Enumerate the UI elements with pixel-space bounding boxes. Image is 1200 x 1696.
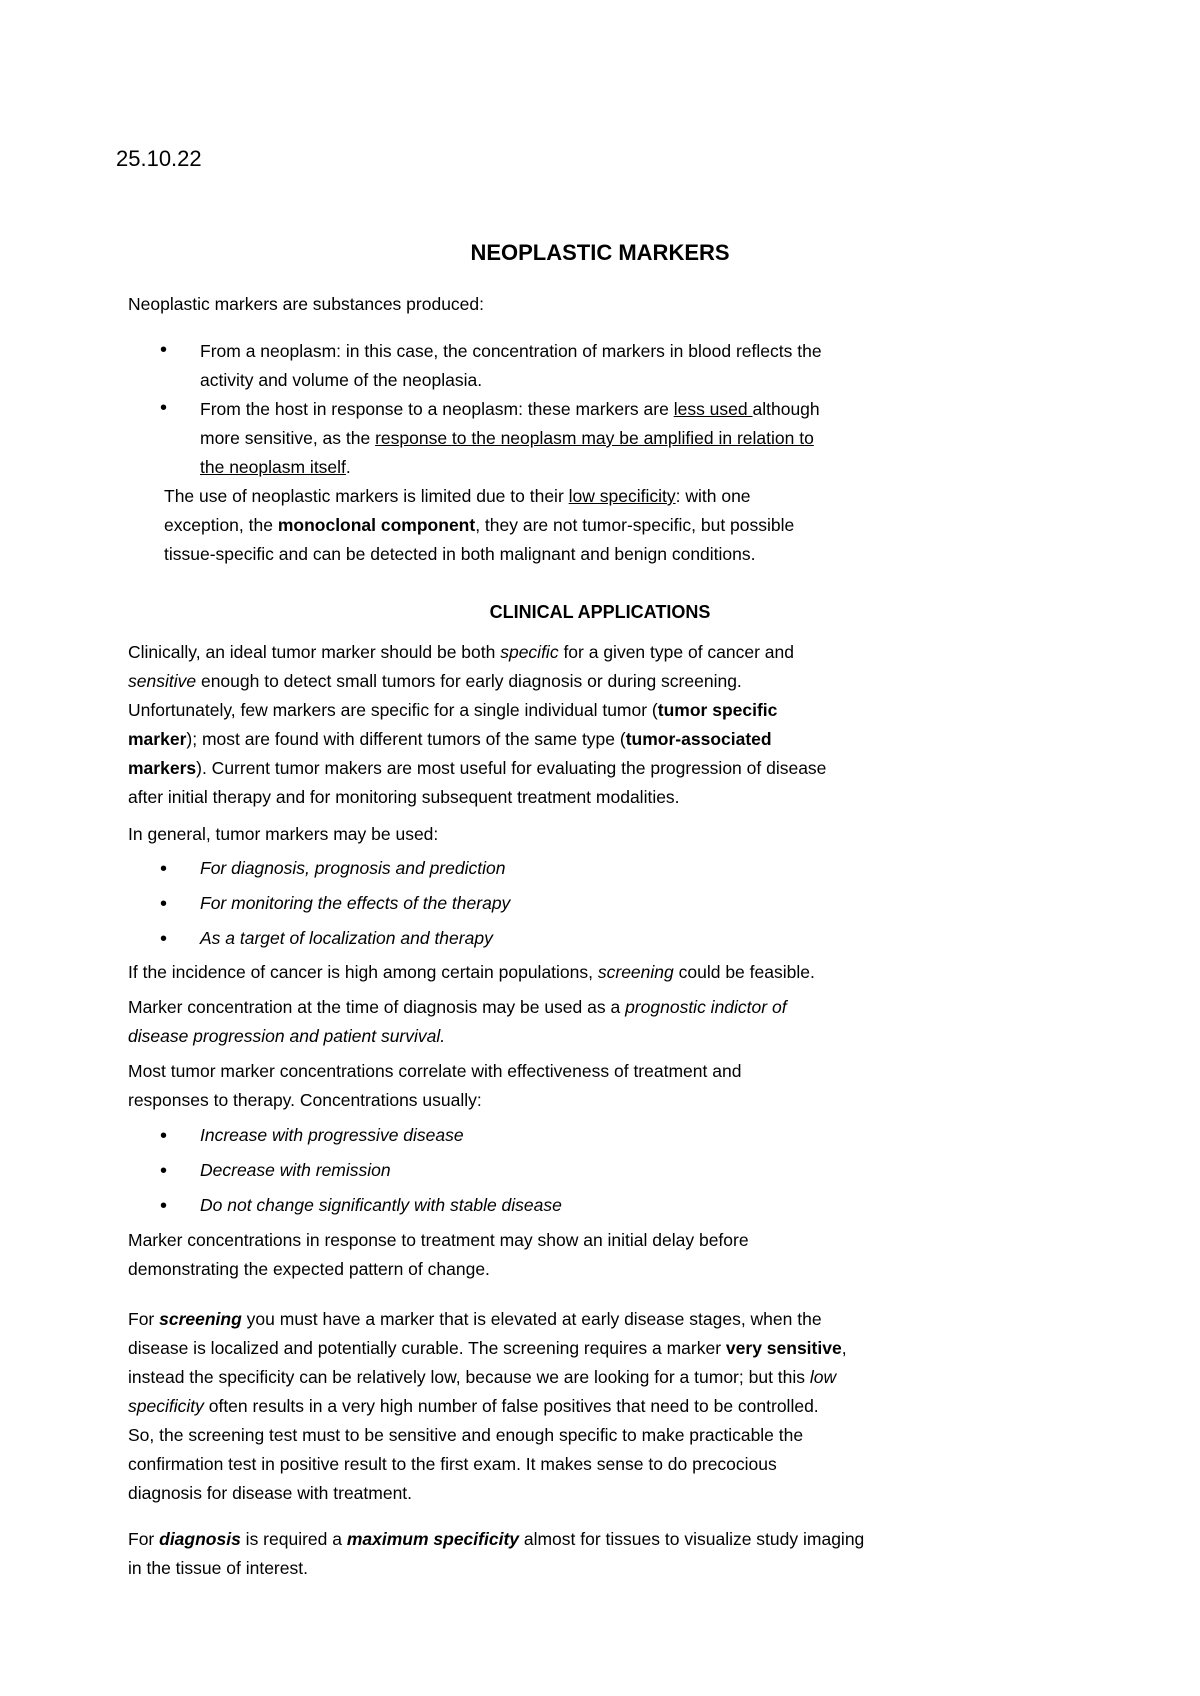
bullet-dot: • [160, 339, 168, 361]
concentration-item: Increase with progressive disease [200, 1125, 464, 1145]
bullet-dot: • [160, 928, 168, 950]
document-date: 25.10.22 [116, 146, 202, 171]
text-line: Marker concentrations in response to treatment may show an initial delay before [128, 1230, 749, 1250]
text-line: Unfortunately, few markers are specific for a single individual tumor (tumor specific [128, 700, 778, 720]
text-line: Clinically, an ideal tumor marker should be both specific for a given type of cancer and [128, 642, 794, 662]
for-diagnosis-paragraph [128, 1525, 864, 1583]
text-line: disease progression and patient survival. [128, 1026, 446, 1046]
text-line: responses to therapy. Concentrations usually: [128, 1090, 482, 1110]
text-line: For diagnosis is required a maximum specificity almost for tissues to visualize study imaging [128, 1529, 865, 1549]
use-item: As a target of localization and therapy [200, 928, 493, 948]
prognosis-paragraph [128, 993, 787, 1051]
bullet-dot: • [160, 1195, 168, 1217]
text-line: exception, the monoclonal component, they are not tumor-specific, but possible [164, 515, 795, 535]
text-line: the neoplasm itself. [200, 457, 351, 477]
text-line: after initial therapy and for monitoring subsequent treatment modalities. [128, 787, 680, 807]
text-line: From a neoplasm: in this case, the concentration of markers in blood reflects the [200, 341, 822, 361]
delay-paragraph [128, 1226, 749, 1284]
bullet-dot: • [160, 858, 168, 880]
concentration-item: Decrease with remission [200, 1160, 391, 1180]
text-line: activity and volume of the neoplasia. [200, 370, 483, 390]
bullet-host [200, 395, 820, 482]
text-line: sensitive enough to detect small tumors for early diagnosis or during screening. [128, 671, 742, 691]
bullet-dot: • [160, 893, 168, 915]
general-text: In general, tumor markers may be used: [128, 824, 439, 844]
section-heading: CLINICAL APPLICATIONS [489, 602, 711, 622]
for-screening-paragraph [128, 1305, 847, 1508]
text-line: disease is localized and potentially curable. The screening requires a marker very sensitive, [128, 1338, 847, 1358]
text-line: in the tissue of interest. [128, 1558, 308, 1578]
use-paragraph [164, 482, 964, 569]
use-item: For diagnosis, prognosis and prediction [200, 858, 506, 878]
text-line: The use of neoplastic markers is limited due to their low specificity: with one [164, 486, 751, 506]
concentration-item: Do not change significantly with stable disease [200, 1195, 562, 1215]
bullet-dot: • [160, 397, 168, 419]
use-item: For monitoring the effects of the therapy [200, 893, 511, 913]
text-line: Marker concentration at the time of diagnosis may be used as a prognostic indictor of [128, 997, 787, 1017]
text-line: markers). Current tumor makers are most useful for evaluating the progression of disease [128, 758, 827, 778]
clinical-paragraph [128, 638, 958, 812]
text-line: demonstrating the expected pattern of change. [128, 1259, 490, 1279]
text-line: From the host in response to a neoplasm: these markers are less used although [200, 399, 820, 419]
text-line: instead the specificity can be relatively low, because we are looking for a tumor; but this low [128, 1367, 837, 1387]
text-line: For screening you must have a marker that is elevated at early disease stages, when the [128, 1309, 822, 1329]
text-line: specificity often results in a very high number of false positives that need to be controlled. [128, 1396, 819, 1416]
screening-sentence: If the incidence of cancer is high among certain populations, screening could be feasible. [128, 962, 815, 982]
bullet-dot: • [160, 1125, 168, 1147]
text-line: marker); most are found with different tumors of the same type (tumor-associated [128, 729, 772, 749]
text-line: diagnosis for disease with treatment. [128, 1483, 413, 1503]
most-paragraph [128, 1057, 741, 1115]
text-line: tissue-specific and can be detected in both malignant and benign conditions. [164, 544, 756, 564]
document-title: NEOPLASTIC MARKERS [470, 240, 730, 265]
intro-text: Neoplastic markers are substances produced: [128, 294, 485, 314]
text-line: So, the screening test must to be sensitive and enough specific to make practicable the [128, 1425, 804, 1445]
text-line: confirmation test in positive result to the first exam. It makes sense to do precocious [128, 1454, 777, 1474]
text-line: Most tumor marker concentrations correlate with effectiveness of treatment and [128, 1061, 742, 1081]
text-line: more sensitive, as the response to the neoplasm may be amplified in relation to [200, 428, 814, 448]
bullet-dot: • [160, 1160, 168, 1182]
bullet-neoplasm [200, 337, 968, 395]
